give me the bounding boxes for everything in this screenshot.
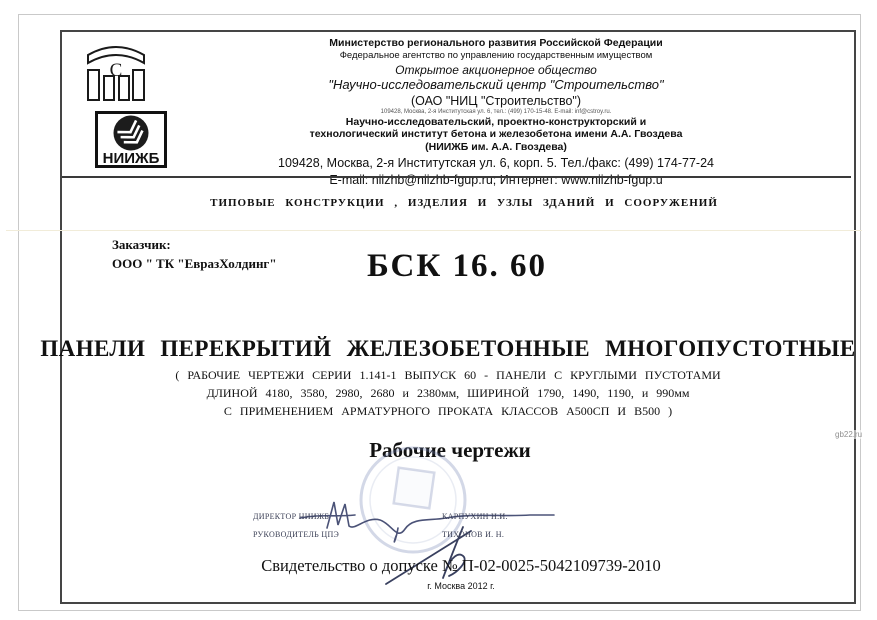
address-line: 109428, Москва, 2-я Институтская ул. 6, корп. 5. Тел./факс: (499) 174-77-24 xyxy=(278,156,714,171)
scan-artifact-line xyxy=(6,230,862,231)
document-title: ПАНЕЛИ ПЕРЕКРЫТИЙ ЖЕЛЕЗОБЕТОННЫЕ МНОГОПУСТОТНЫЕ xyxy=(40,336,856,361)
customer-label: Заказчик: xyxy=(112,237,171,252)
signature-title-head: РУКОВОДИТЕЛЬ ЦПЭ xyxy=(253,530,340,539)
signature-title-director: ДИРЕКТОР НИИЖБ xyxy=(253,512,330,521)
oao-line-2: "Научно-исследовательский центр "Строительство" xyxy=(328,76,664,92)
document-code: БСК 16. 60 xyxy=(366,248,548,284)
signature-name-karpukhin: КАРПУХИН Н.И. xyxy=(442,512,508,521)
oao-line-3: (ОАО "НИЦ "Строительство") xyxy=(410,93,582,108)
subtitle-line-1: ( РАБОЧИЕ ЧЕРТЕЖИ СЕРИИ 1.141-1 ВЫПУСК 60 - ПАНЕЛИ С КРУГЛЫМИ ПУСТОТАМИ xyxy=(175,368,721,382)
contacts-line: E-mail: niizhb@niizhb-fgup.ru; Интернет: www.niizhb-fgup.u xyxy=(329,173,663,188)
document-subtitle xyxy=(40,366,856,420)
nic-logo-letter: С xyxy=(109,60,123,81)
institute-line-2: технологический институт бетона и железобетона имени А.А. Гвоздева xyxy=(309,128,683,141)
niizhb-logo-label: НИИЖБ xyxy=(102,150,160,167)
signature-name-tikhonov: ТИХОНОВ И. Н. xyxy=(442,530,505,539)
institute-line-1: Научно-исследовательский, проектно-конструкторский и xyxy=(345,115,647,128)
letterhead xyxy=(118,37,874,188)
series-caption: ТИПОВЫЕ КОНСТРУКЦИИ , ИЗДЕЛИЯ И УЗЛЫ ЗДАНИЙ И СООРУЖЕНИЙ xyxy=(210,197,718,209)
institute-line-3: (НИИЖБ им. А.А. Гвоздева) xyxy=(425,140,567,153)
header-divider xyxy=(62,176,851,178)
ministry-line: Министерство регионального развития Российской Федерации xyxy=(329,37,663,49)
admission-certificate-line: Свидетельство о допуске № П-02-0025-5042109739-2010 xyxy=(261,556,661,575)
site-watermark: gb22.ru xyxy=(835,430,863,439)
oao-line-1: Открытое акционерное общество xyxy=(395,62,597,77)
small-address-line: 109428, Москва, 2-я Институтская ул. 6, тел.: (499) 170-15-48. E-mail: inf@cstroy.ru. xyxy=(380,109,612,116)
document-type-heading: Рабочие чертежи xyxy=(369,438,531,462)
subtitle-line-3: С ПРИМЕНЕНИЕМ АРМАТУРНОГО ПРОКАТА КЛАССОВ А500СП И В500 ) xyxy=(223,404,673,418)
agency-line: Федеральное агентство по управлению государственным имуществом xyxy=(339,50,653,62)
subtitle-line-2: ДЛИНОЙ 4180, 3580, 2980, 2680 и 2380мм, ШИРИНОЙ 1790, 1490, 1190, и 990мм xyxy=(206,386,690,400)
customer-name: ООО " ТК "ЕвразХолдинг" xyxy=(112,255,277,271)
city-year-line: г. Москва 2012 г. xyxy=(427,581,495,591)
